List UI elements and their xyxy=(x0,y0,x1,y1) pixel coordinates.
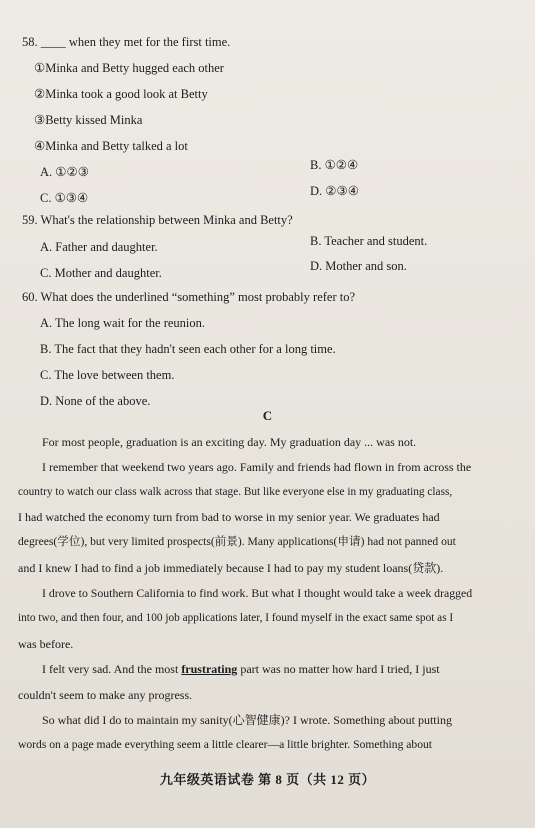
q58-option-d: D. ②③④ xyxy=(310,184,359,198)
passage-line-12: So what did I do to maintain my sanity(心智健康)? I wrote. Something about putting xyxy=(42,713,452,727)
q58-item-1: ①Minka and Betty hugged each other xyxy=(34,61,224,75)
q58-option-c: C. ①③④ xyxy=(40,191,89,205)
q58-item-3: ③Betty kissed Minka xyxy=(34,113,143,127)
q60-option-a: A. The long wait for the reunion. xyxy=(40,316,206,330)
passage-line-4: I had watched the economy turn from bad to worse in my senior year. We graduates had xyxy=(18,510,440,524)
passage-line-8: into two, and then four, and 100 job applications later, I found myself in the exact same spot as I xyxy=(18,612,454,624)
q60-option-d: D. None of the above. xyxy=(40,394,151,408)
passage-line-6: and I knew I had to find a job immediately because I had to pay my student loans(贷款). xyxy=(18,561,444,575)
q59-option-b: B. Teacher and student. xyxy=(310,234,428,248)
section-heading: C xyxy=(262,408,273,423)
q60-option-b: B. The fact that they hadn't seen each other for a long time. xyxy=(40,342,336,356)
q59-option-a: A. Father and daughter. xyxy=(40,240,158,254)
passage-line-10 xyxy=(42,661,440,677)
passage-line-3: country to watch our class walk across that stage. But like everyone else in my graduating class, xyxy=(18,486,453,498)
passage-line-10-start: I felt very sad. And the most xyxy=(42,662,182,676)
passage-line-2: I remember that weekend two years ago. Family and friends had flown in from across the xyxy=(42,460,472,474)
passage-line-9: was before. xyxy=(18,637,74,651)
page-footer: 九年级英语试卷 第 8 页（共 12 页） xyxy=(159,772,376,787)
q58-item-4: ④Minka and Betty talked a lot xyxy=(34,139,188,153)
q59-option-c: C. Mother and daughter. xyxy=(40,266,162,280)
q58-stem: 58. ____ when they met for the first time. xyxy=(22,35,231,49)
q58-option-b: B. ①②④ xyxy=(310,158,359,172)
q58-item-2: ②Minka took a good look at Betty xyxy=(34,87,208,101)
passage-line-10-end: part was no matter how hard I tried, I just xyxy=(237,662,440,676)
q60-stem: 60. What does the underlined “something” most probably refer to? xyxy=(22,290,356,304)
passage-line-11: couldn't seem to make any progress. xyxy=(18,688,193,702)
passage-line-1: For most people, graduation is an exciting day. My graduation day ... was not. xyxy=(42,435,417,449)
passage-line-13: words on a page made everything seem a little clearer—a little brighter. Something about xyxy=(18,738,433,751)
q60-option-c: C. The love between them. xyxy=(40,368,175,382)
q59-stem: 59. What's the relationship between Minka and Betty? xyxy=(22,213,293,227)
passage-line-7: I drove to Southern California to find work. But what I thought would take a week dragged xyxy=(42,586,473,600)
underlined-word: frustrating xyxy=(181,662,238,676)
q59-option-d: D. Mother and son. xyxy=(310,259,407,273)
passage-line-5: degrees(学位), but very limited prospects(前景). Many applications(申请) had not panned out xyxy=(18,535,456,548)
q58-option-a: A. ①②③ xyxy=(40,165,89,179)
